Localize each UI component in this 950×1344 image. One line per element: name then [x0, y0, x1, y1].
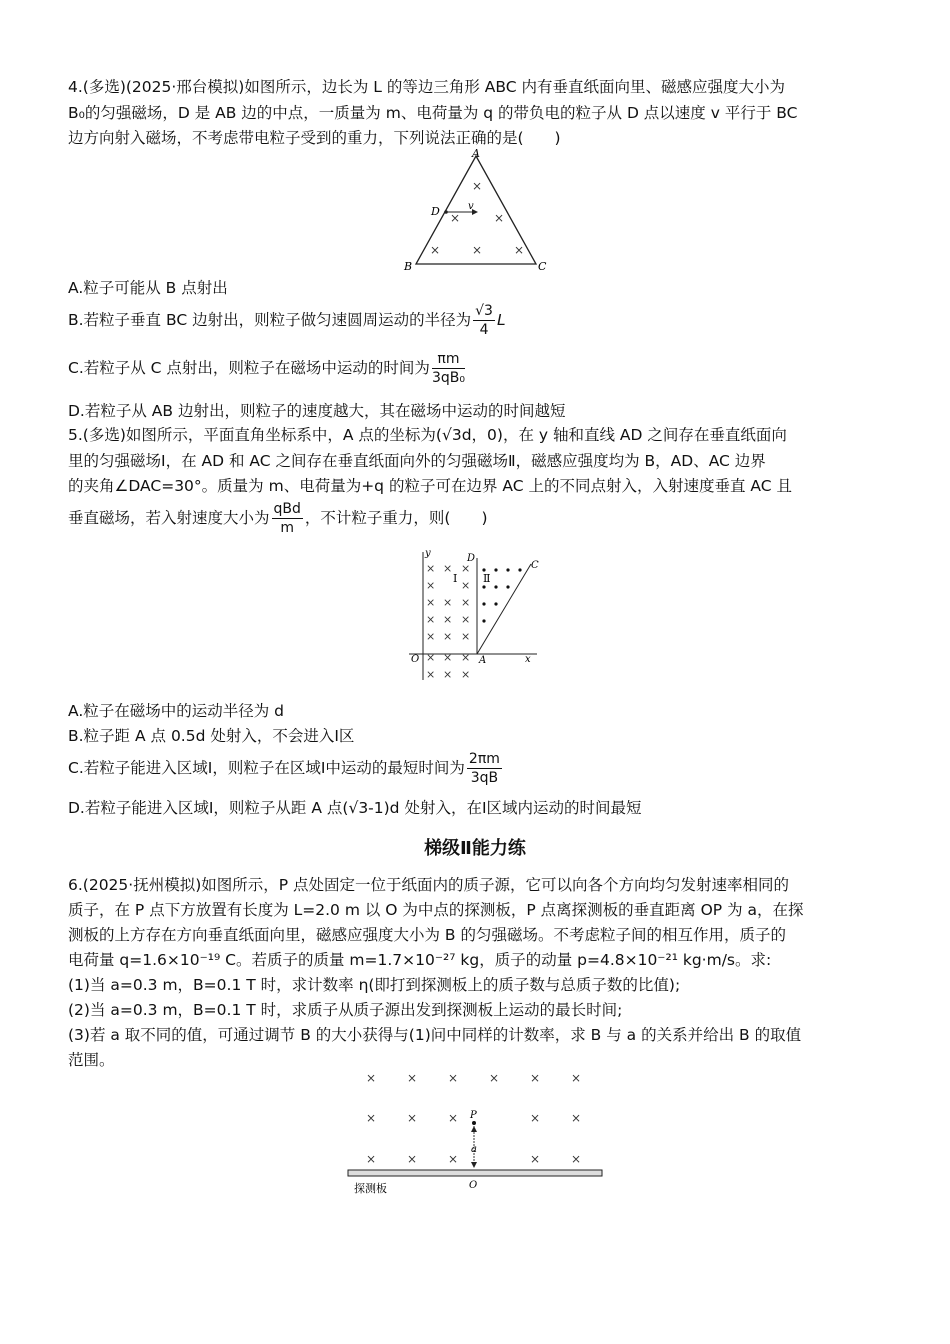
- svg-text:×: ×: [448, 1152, 459, 1166]
- svg-text:×: ×: [443, 596, 453, 609]
- q6-line-1: 6.(2025·抚州模拟)如图所示，P 点处固定一位于纸面内的质子源，它可以向各个方向均匀发射速率相同的: [68, 876, 790, 894]
- q6-line-2: 质子，在 P 点下方放置有长度为 L=2.0 m 以 O 为中点的探测板，P 点离探测板的垂直距离 OP 为 a，在探: [68, 901, 804, 919]
- q5-label-o: O: [411, 654, 420, 665]
- section-title: 梯级Ⅱ能力练: [424, 838, 526, 859]
- q5-line-2: 里的匀强磁场Ⅰ，在 AD 和 AC 之间存在垂直纸面向外的匀强磁场Ⅱ，磁感应强度均为 B，AD、AC 边界: [68, 452, 766, 470]
- q4-line-3: 边方向射入磁场，不考虑带电粒子受到的重力，下列说法正确的是( ): [68, 129, 561, 147]
- q5-label-d: D: [467, 553, 476, 564]
- q4-label-v: v: [468, 201, 474, 212]
- q4-label-c: C: [538, 260, 547, 273]
- svg-text:×: ×: [443, 668, 453, 681]
- q6-label-detector: 探测板: [354, 1182, 387, 1195]
- q6-line-4: 电荷量 q=1.6×10⁻¹⁹ C。若质子的质量 m=1.7×10⁻²⁷ kg，质子的动量 p=4.8×10⁻²¹ kg·m/s。求:: [68, 951, 772, 969]
- q4-cross: ×: [494, 211, 505, 225]
- svg-text:×: ×: [461, 579, 471, 592]
- q4-triangle-figure: [396, 146, 556, 274]
- svg-text:×: ×: [443, 651, 453, 664]
- svg-text:×: ×: [571, 1152, 582, 1166]
- svg-text:×: ×: [426, 651, 436, 664]
- svg-text:×: ×: [407, 1152, 418, 1166]
- svg-text:×: ×: [366, 1111, 377, 1125]
- svg-text:×: ×: [461, 651, 471, 664]
- q5-line-1: 5.(多选)如图所示，平面直角坐标系中，A 点的坐标为(√3d，0)，在 y 轴和直线 AD 之间存在垂直纸面向: [68, 426, 787, 444]
- svg-text:×: ×: [426, 613, 436, 626]
- q5-label-x: x: [525, 654, 531, 665]
- svg-text:×: ×: [426, 579, 436, 592]
- q4-cross: ×: [430, 243, 441, 257]
- q5-option-d: D.若粒子能进入区域Ⅰ，则粒子从距 A 点(√3-1)d 处射入，在Ⅰ区域内运动的时间最短: [68, 799, 642, 817]
- svg-text:×: ×: [461, 562, 471, 575]
- q6-line-3: 测板的上方存在方向垂直纸面向里，磁感应强度大小为 B 的匀强磁场。不考虑粒子间的相互作用，质子的: [68, 926, 786, 944]
- q5-label-a: A: [479, 655, 487, 666]
- q5-option-b: B.粒子距 A 点 0.5d 处射入，不会进入Ⅰ区: [68, 727, 355, 745]
- q5-label-c: C: [531, 560, 539, 571]
- q5-label-region-2: Ⅱ: [483, 572, 491, 585]
- q6-detector-figure: [340, 1066, 610, 1198]
- svg-text:×: ×: [443, 562, 453, 575]
- q5-line-4: 垂直磁场，若入射速度大小为 $\frac{\text{qBd}}{m}$ ，不计粒子重力，则( ): [68, 501, 488, 536]
- svg-text:×: ×: [366, 1152, 377, 1166]
- svg-text:×: ×: [530, 1071, 541, 1085]
- q6-label-o: O: [469, 1180, 478, 1191]
- svg-text:×: ×: [426, 630, 436, 643]
- svg-text:×: ×: [530, 1111, 541, 1125]
- q6-line-7: (3)若 a 取不同的值，可通过调节 B 的大小获得与(1)问中同样的计数率，求 B 与 a 的关系并给出 B 的取值: [68, 1026, 802, 1044]
- svg-text:×: ×: [366, 1071, 377, 1085]
- q4-cross: ×: [472, 179, 483, 193]
- q4-label-d: D: [431, 205, 440, 218]
- q4-line-2: B₀的匀强磁场，D 是 AB 边的中点，一质量为 m、电荷量为 q 的带负电的粒子从 D 点以速度 v 平行于 BC: [68, 104, 798, 122]
- q5-coordinate-figure: [405, 548, 545, 682]
- q5-option-a: A.粒子在磁场中的运动半径为 d: [68, 702, 285, 720]
- q4-option-d: D.若粒子从 AB 边射出，则粒子的速度越大，其在磁场中运动的时间越短: [68, 402, 566, 420]
- svg-text:×: ×: [407, 1111, 418, 1125]
- svg-text:×: ×: [571, 1111, 582, 1125]
- q6-line-5: (1)当 a=0.3 m，B=0.1 T 时，求计数率 η(即打到探测板上的质子数与总质子数的比值);: [68, 976, 681, 994]
- q5-crosses: [426, 562, 470, 681]
- svg-text:×: ×: [443, 613, 453, 626]
- svg-text:×: ×: [448, 1071, 459, 1085]
- svg-text:×: ×: [461, 668, 471, 681]
- q4-option-b: B.若粒子垂直 BC 边射出，则粒子做匀速圆周运动的半径为 $\frac{√3}{4}$ L: [68, 303, 506, 338]
- svg-text:×: ×: [426, 562, 436, 575]
- svg-text:×: ×: [443, 630, 453, 643]
- q5-label-y: y: [425, 548, 431, 559]
- svg-text:×: ×: [489, 1071, 500, 1085]
- q4-line-1: 4.(多选)(2025·邢台模拟)如图所示，边长为 L 的等边三角形 ABC 内有垂直纸面向里、磁感应强度大小为: [68, 78, 785, 96]
- svg-text:×: ×: [407, 1071, 418, 1085]
- q4-label-a: A: [472, 147, 480, 160]
- svg-text:×: ×: [530, 1152, 541, 1166]
- q4-option-c: C.若粒子从 C 点射出，则粒子在磁场中运动的时间为 $\frac{\pi m}{\text{3qB₀}}$: [68, 351, 465, 386]
- svg-text:×: ×: [461, 630, 471, 643]
- svg-text:×: ×: [461, 613, 471, 626]
- q4-cross: ×: [450, 211, 461, 225]
- q6-line-8: 范围。: [68, 1051, 115, 1069]
- svg-text:×: ×: [571, 1071, 582, 1085]
- q4-option-a: A.粒子可能从 B 点射出: [68, 279, 228, 297]
- q5-label-region-1: Ⅰ: [453, 572, 458, 585]
- q6-line-6: (2)当 a=0.3 m，B=0.1 T 时，求质子从质子源出发到探测板上运动的最长时间;: [68, 1001, 623, 1019]
- svg-text:×: ×: [426, 596, 436, 609]
- q5-option-c: C.若粒子能进入区域Ⅰ，则粒子在区域Ⅰ中运动的最短时间为 $\frac{2\pi m}{3qB}$: [68, 751, 500, 786]
- q6-label-a: a: [471, 1144, 477, 1155]
- q4-cross: ×: [472, 243, 483, 257]
- svg-text:×: ×: [448, 1111, 459, 1125]
- svg-text:×: ×: [426, 668, 436, 681]
- q4-label-b: B: [404, 260, 413, 273]
- svg-text:×: ×: [461, 596, 471, 609]
- q6-label-p: P: [470, 1110, 477, 1121]
- q4-cross: ×: [514, 243, 525, 257]
- q5-line-3: 的夹角∠DAC=30°。质量为 m、电荷量为+q 的粒子可在边界 AC 上的不同点射入，入射速度垂直 AC 且: [68, 477, 792, 495]
